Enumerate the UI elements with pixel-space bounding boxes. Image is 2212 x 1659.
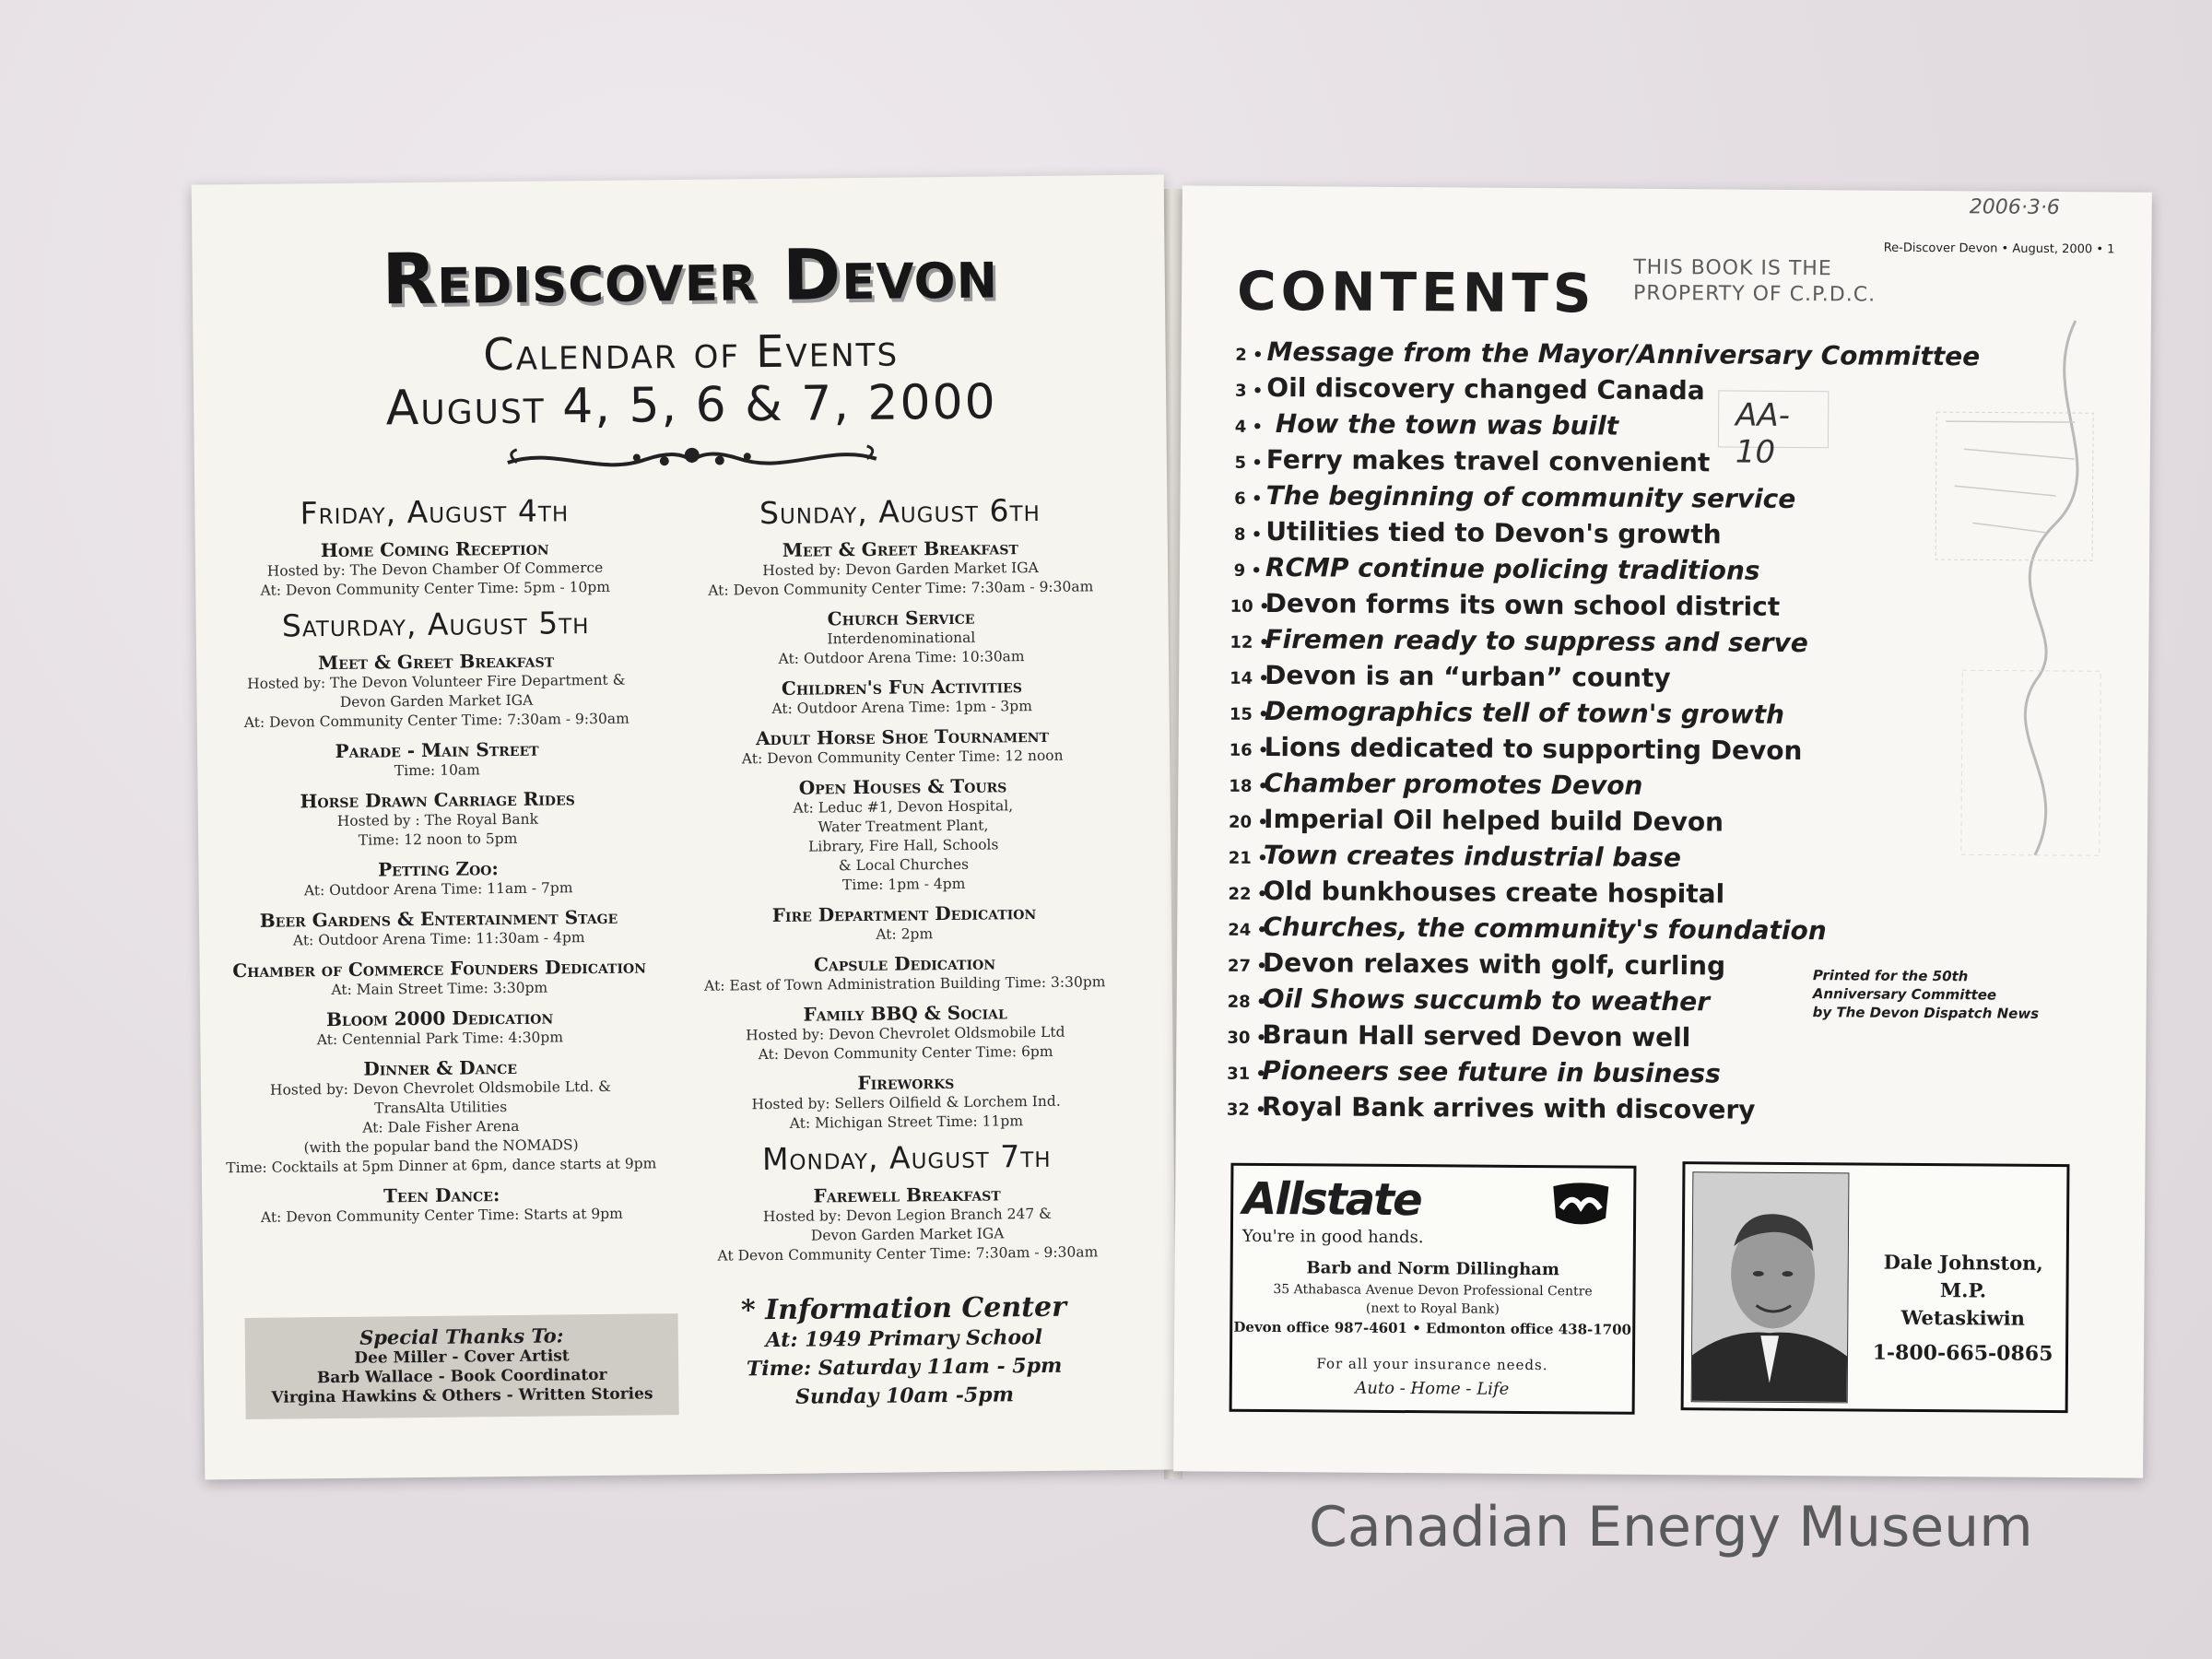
event-detail: At: Devon Community Center Time: 7:30am - 9:30am — [708, 578, 1094, 599]
info-line: Time: Saturday 11am - 5pm — [746, 1353, 1063, 1382]
event-detail: Devon Garden Market IGA — [810, 1225, 1005, 1244]
event-name: Church Service — [827, 606, 975, 630]
toc-item — [1230, 477, 1802, 517]
printed-note — [1813, 966, 2053, 1023]
toc-title: Chamber promotes Devon — [1264, 767, 1643, 801]
information-center — [682, 1290, 1125, 1413]
event-detail: At: Devon Community Center Time: 5pm - 10pm — [260, 578, 611, 599]
event-detail: At: East of Town Administration Building Time: 3:30pm — [704, 973, 1106, 994]
event-entry — [223, 1005, 656, 1051]
toc-page-number: 32 • — [1226, 1100, 1266, 1121]
event-dates: August 4, 5, 6 & 7, 2000 — [385, 374, 998, 437]
printed-note-line: Printed for the 50th — [1812, 967, 1969, 985]
event-detail: Hosted by: The Devon Chamber Of Commerce — [266, 559, 604, 580]
toc-page-number: 14 • — [1230, 668, 1270, 689]
toc-title: Royal Bank arrives with discovery — [1261, 1090, 1756, 1125]
event-entry — [225, 1182, 658, 1228]
toc-page-number: 10 • — [1230, 596, 1270, 618]
day-heading: Sunday, August 6th — [759, 491, 1041, 532]
event-detail: At: Centennial Park Time: 4:30pm — [316, 1029, 564, 1049]
event-detail: At: Devon Community Center Time: Starts at 9pm — [260, 1205, 623, 1226]
toc-page-number: 5 • — [1234, 453, 1263, 473]
event-detail: At: 2pm — [876, 925, 934, 943]
event-detail: Time: Cocktails at 5pm Dinner at 6pm, dance starts at 9pm — [226, 1155, 657, 1177]
toc-item — [1227, 1017, 1798, 1056]
event-name: Capsule Dedication — [813, 951, 996, 976]
toc-item — [1228, 945, 1799, 984]
event-detail: Water Treatment Plant, — [818, 817, 989, 836]
toc-page-number: 27 • — [1227, 956, 1267, 977]
toc-page-number: 15 • — [1229, 704, 1269, 725]
toc-title: How the town was built — [1265, 407, 1619, 441]
toc-item — [1231, 334, 1981, 373]
insurance-types: Auto - Home - Life — [1355, 1378, 1510, 1399]
thanks-line: Virgina Hawkins & Others - Written Stories — [271, 1384, 653, 1407]
page-title: Rediscover Devon — [382, 231, 999, 321]
page-subtitle: Calendar of Events — [482, 324, 900, 382]
ownership-stamp — [1633, 255, 1876, 309]
page-header: Re-Discover Devon • August, 2000 • 1 — [1883, 241, 2115, 257]
toc-title: Devon forms its own school district — [1265, 587, 1781, 622]
handwritten-accession-number: 2006·3·6 — [1969, 195, 2060, 219]
event-detail: Time: 12 noon to 5pm — [358, 830, 518, 849]
event-detail: Hosted by: Devon Chevrolet Oldsmobile Ltd — [746, 1023, 1065, 1044]
toc-title: Lions dedicated to supporting Devon — [1264, 731, 1803, 767]
event-entry — [681, 1182, 1134, 1266]
toc-page-number: 3 • — [1234, 381, 1264, 401]
event-detail: At: Main Street Time: 3:30pm — [331, 979, 548, 999]
contents-title: CONTENTS — [1236, 259, 1596, 325]
event-entry — [678, 900, 1130, 947]
event-entry — [219, 648, 653, 733]
event-entry — [221, 786, 655, 852]
event-entry — [221, 855, 654, 901]
toc-page-number: 4 • — [1234, 417, 1264, 437]
event-entry — [676, 674, 1127, 720]
event-detail: At Devon Community Center Time: 7:30am - 9:30am — [717, 1243, 1099, 1265]
toc-title: Pioneers see future in business — [1262, 1054, 1721, 1089]
event-entry — [224, 1054, 658, 1178]
allstate-logo: Allstate — [1242, 1172, 1421, 1227]
event-detail: At: Devon Community Center Time: 12 noon — [741, 747, 1064, 768]
info-heading: * Information Center — [740, 1290, 1067, 1327]
event-name: Family BBQ & Social — [803, 1001, 1007, 1026]
event-detail: At: Michigan Street Time: 11pm — [789, 1112, 1024, 1132]
event-entry — [680, 1069, 1133, 1135]
toc-item — [1229, 801, 1800, 841]
toc-page-number: 28 • — [1227, 992, 1267, 1013]
event-entry — [675, 535, 1127, 601]
event-detail: At: Devon Community Center Time: 6pm — [758, 1042, 1053, 1064]
event-detail: TransAlta Utilities — [374, 1099, 508, 1117]
left-page — [192, 175, 1178, 1480]
day-heading: Monday, August 7th — [761, 1137, 1052, 1178]
event-name: Adult Horse Shoe Tournament — [755, 724, 1050, 750]
toc-item — [1230, 621, 1808, 661]
toc-title: Oil Shows succumb to weather — [1262, 982, 1711, 1018]
stamp-line: THIS BOOK IS THE — [1633, 255, 1832, 281]
event-detail: At: Outdoor Arena Time: 10:30am — [778, 648, 1025, 667]
event-detail: & Local Churches — [838, 855, 970, 875]
toc-item — [1231, 370, 1803, 409]
event-name: Children's Fun Activities — [781, 675, 1023, 700]
stamp-line: PROPERTY OF C.P.D.C. — [1632, 281, 1877, 307]
toc-item — [1228, 981, 1799, 1020]
event-name: Fireworks — [857, 1070, 955, 1095]
event-name: Chamber of Commerce Founders Dedication — [232, 955, 647, 982]
right-page — [1173, 185, 2152, 1477]
toc-page-number: 20 • — [1228, 812, 1268, 833]
toc-item — [1228, 909, 1827, 948]
event-entry — [678, 950, 1130, 996]
event-entry — [222, 905, 655, 951]
toc-page-number: 21 • — [1228, 848, 1268, 869]
thanks-line: Dee Miller - Cover Artist — [354, 1347, 570, 1368]
event-detail: Hosted by: The Devon Volunteer Fire Department & — [247, 671, 626, 692]
toc-page-number: 30 • — [1227, 1028, 1267, 1049]
toc-item — [1230, 549, 1802, 589]
event-detail: At: Outdoor Arena Time: 11am - 7pm — [303, 879, 573, 900]
mp-phone: 1-800-665-0865 — [1872, 1340, 2053, 1366]
event-name: Petting Zoo: — [377, 857, 499, 881]
event-name: Horse Drawn Carriage Rides — [300, 787, 575, 813]
allstate-advertisement — [1230, 1163, 1637, 1415]
toc-item — [1227, 1053, 1798, 1092]
event-detail: Hosted by: Devon Legion Branch 247 & — [762, 1205, 1053, 1226]
event-entry — [677, 773, 1129, 897]
toc-page-number: 16 • — [1229, 740, 1269, 761]
toc-page-number: 6 • — [1234, 488, 1263, 509]
mp-riding: Wetaskiwin — [1900, 1305, 2026, 1330]
event-detail: At: Devon Community Center Time: 7:30am - 9:30am — [243, 710, 629, 731]
toc-title: Old bunkhouses create hospital — [1263, 875, 1725, 910]
toc-item — [1230, 693, 1801, 733]
toc-item — [1229, 729, 1803, 769]
event-name: Farewell Breakfast — [813, 1182, 1001, 1207]
event-detail: Time: 10am — [394, 761, 480, 780]
event-entry — [676, 605, 1128, 670]
agent-address-note: (next to Royal Bank) — [1365, 1300, 1500, 1317]
event-detail: Devon Garden Market IGA — [339, 691, 534, 711]
event-detail: Hosted by : The Royal Bank — [336, 810, 539, 830]
event-name: Parade - Main Street — [335, 737, 539, 762]
toc-title: Imperial Oil helped build Devon — [1263, 803, 1724, 838]
event-detail: At: Outdoor Arena Time: 11:30am - 4pm — [292, 929, 585, 949]
toc-page-number: 22 • — [1228, 884, 1268, 905]
agent-names: Barb and Norm Dillingham — [1306, 1258, 1560, 1280]
toc-item — [1230, 585, 1802, 625]
thanks-line: Barb Wallace - Book Coordinator — [316, 1365, 607, 1388]
event-name: Open Houses & Tours — [798, 774, 1007, 799]
event-detail: Hosted by: Devon Garden Market IGA — [762, 559, 1039, 580]
special-thanks-box — [245, 1313, 679, 1419]
mp-advertisement — [1681, 1161, 2070, 1413]
event-detail: Hosted by: Sellers Oilfield & Lorchem Ind. — [751, 1092, 1061, 1113]
event-entry — [218, 535, 653, 601]
toc-item — [1228, 873, 1799, 912]
event-name: Home Coming Reception — [320, 536, 549, 562]
event-entry — [220, 736, 653, 782]
event-name: Bloom 2000 Dedication — [325, 1006, 554, 1031]
day-heading: Friday, August 4th — [300, 492, 570, 532]
handwritten-code: AA-10 — [1718, 390, 1829, 448]
allstate-tagline: You're in good hands. — [1241, 1226, 1424, 1248]
insurance-note: For all your insurance needs. — [1316, 1355, 1548, 1374]
event-name: Meet & Greet Breakfast — [782, 536, 1019, 561]
event-name: Teen Dance: — [382, 1183, 500, 1207]
event-entry — [679, 1000, 1132, 1065]
toc-item — [1230, 513, 1802, 553]
toc-page-number: 8 • — [1233, 524, 1263, 545]
event-entry — [677, 724, 1128, 770]
event-name: Beer Gardens & Entertainment Stage — [259, 905, 618, 932]
event-detail: Hosted by: Devon Chevrolet Oldsmobile Ltd. & — [269, 1077, 611, 1099]
toc-title: Town creates industrial base — [1263, 839, 1682, 874]
toc-title: RCMP continue policing traditions — [1265, 551, 1760, 586]
printed-note-line: Anniversary Committee — [1812, 985, 1997, 1004]
toc-title: The beginning of community service — [1265, 479, 1796, 514]
toc-title: Demographics tell of town's growth — [1264, 695, 1785, 730]
event-detail: (with the popular band the NOMADS) — [303, 1136, 579, 1157]
good-hands-logo-icon — [1548, 1179, 1613, 1232]
event-entry — [222, 955, 655, 1001]
thanks-heading: Special Thanks To: — [359, 1324, 564, 1349]
toc-title: Devon relaxes with golf, curling — [1262, 947, 1726, 982]
event-name: Meet & Greet Breakfast — [317, 649, 555, 675]
mp-name-block — [1859, 1249, 2067, 1334]
event-detail: At: Outdoor Arena Time: 1pm - 3pm — [771, 698, 1032, 717]
toc-item — [1230, 657, 1801, 697]
toc-page-number: 31 • — [1227, 1064, 1267, 1085]
mp-name: Dale Johnston, M.P. — [1883, 1250, 2043, 1302]
toc-title: Utilities tied to Devon's growth — [1265, 515, 1722, 550]
toc-title: Oil discovery changed Canada — [1266, 371, 1705, 406]
museum-watermark: Canadian Energy Museum — [1309, 1495, 2033, 1559]
event-detail: Time: 1pm - 4pm — [841, 875, 966, 894]
event-name: Fire Department Dedication — [771, 901, 1037, 927]
toc-item — [1229, 837, 1800, 877]
schedule-column-left — [218, 484, 658, 1228]
agent-phones: Devon office 987-4601 • Edmonton office 438-1700 — [1233, 1318, 1632, 1338]
event-detail: Interdenominational — [827, 629, 976, 648]
toc-title: Braun Hall served Devon well — [1262, 1018, 1691, 1053]
toc-title: Message from the Mayor/Anniversary Committee — [1266, 335, 1981, 372]
info-line: At: 1949 Primary School — [765, 1324, 1043, 1353]
day-heading: Saturday, August 5th — [281, 605, 590, 644]
ornament-icon — [499, 439, 886, 479]
schedule-column-right — [674, 484, 1134, 1266]
toc-page-number: 18 • — [1229, 776, 1269, 797]
mp-portrait-photo — [1691, 1171, 1850, 1403]
event-detail: At: Leduc #1, Devon Hospital, — [793, 797, 1014, 817]
toc-page-number: 2 • — [1235, 345, 1264, 365]
toc-title: Firemen ready to suppress and serve — [1265, 623, 1808, 659]
info-line: Sunday 10am -5pm — [794, 1382, 1015, 1409]
event-detail: Library, Fire Hall, Schools — [807, 836, 999, 855]
agent-address: 35 Athabasca Avenue Devon Professional Centre — [1273, 1282, 1593, 1300]
toc-item — [1231, 441, 1803, 481]
toc-item — [1229, 765, 1800, 805]
toc-page-number: 12 • — [1230, 632, 1270, 653]
toc-page-number: 24 • — [1228, 920, 1268, 941]
event-name: Dinner & Dance — [363, 1055, 518, 1080]
printed-note-line: by The Devon Dispatch News — [1812, 1004, 2040, 1022]
toc-title: Devon is an “urban” county — [1265, 659, 1671, 694]
toc-title: Ferry makes travel convenient — [1265, 443, 1711, 478]
toc-item — [1231, 406, 1803, 445]
event-detail: At: Dale Fisher Arena — [362, 1117, 520, 1136]
toc-title: Churches, the community's foundation — [1263, 911, 1827, 947]
toc-page-number: 9 • — [1233, 560, 1263, 581]
toc-item — [1227, 1088, 1798, 1128]
